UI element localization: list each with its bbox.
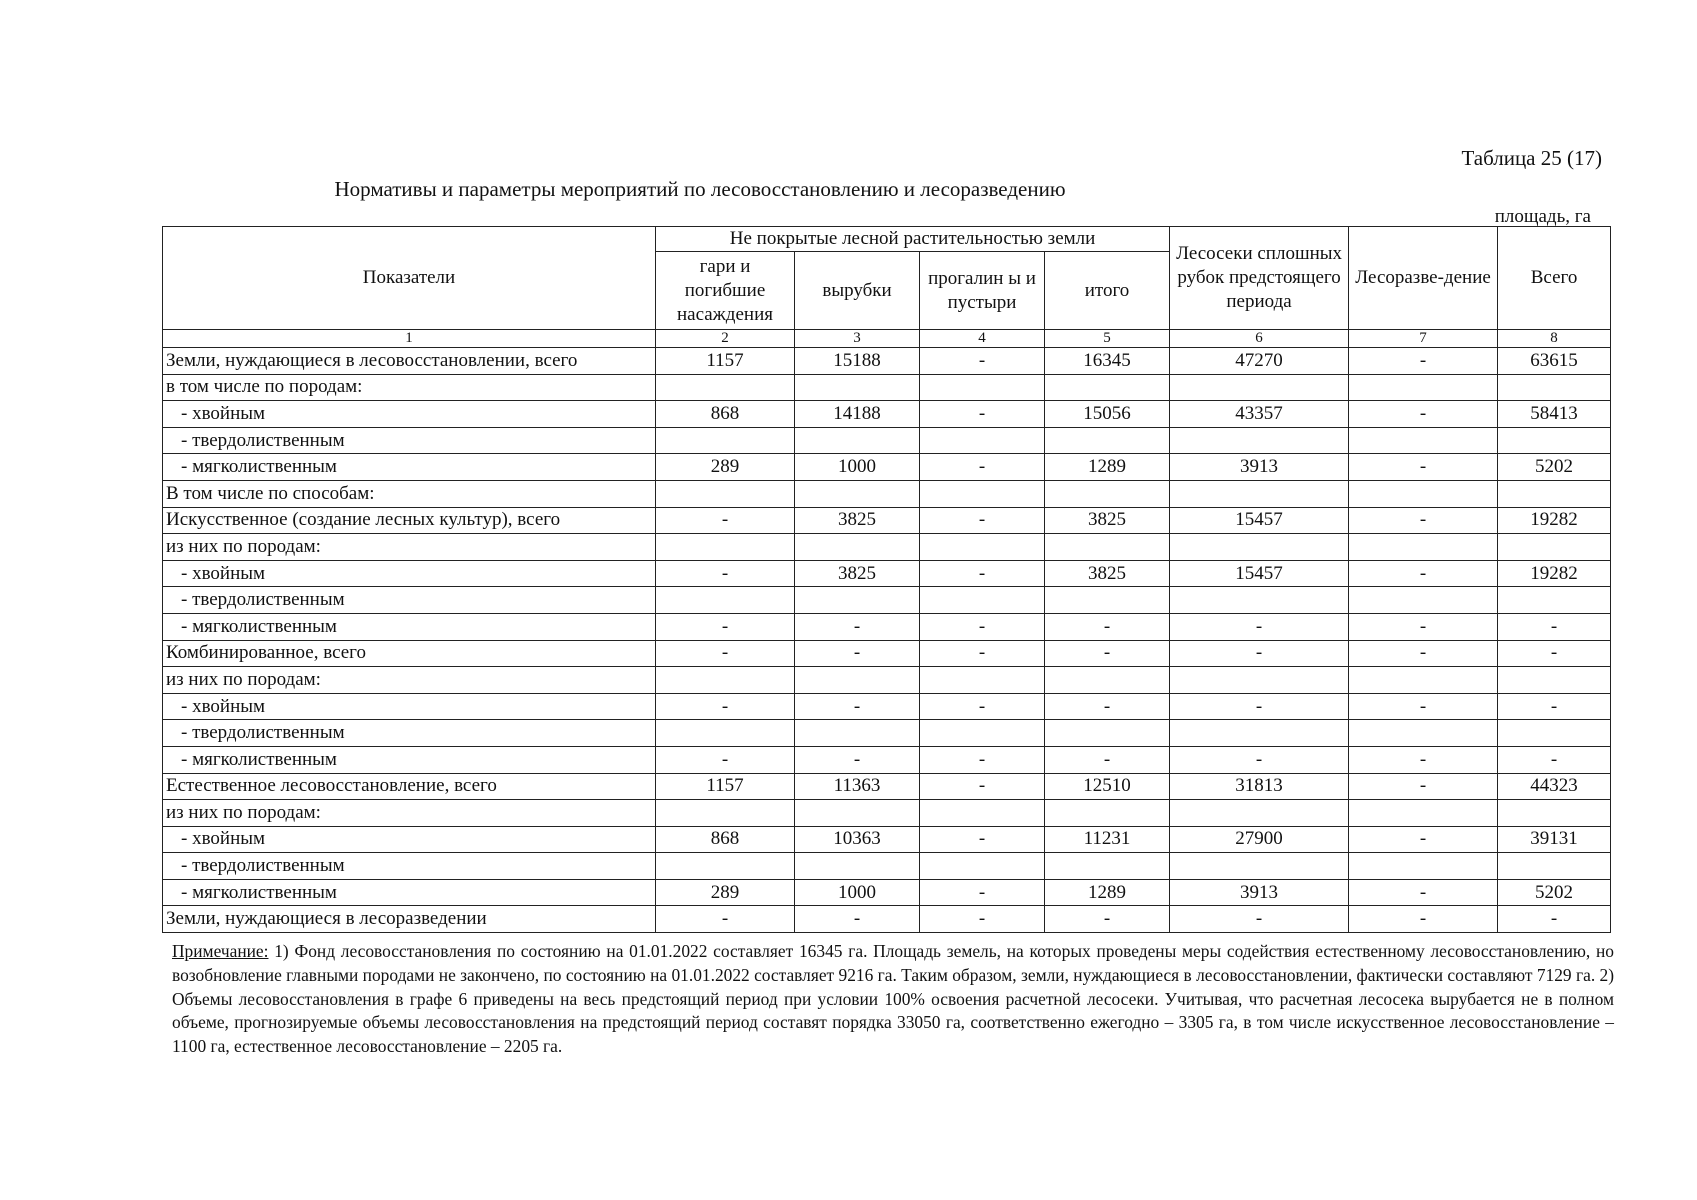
table-cell: -: [1349, 454, 1498, 481]
table-cell: -: [656, 613, 795, 640]
row-label: Искусственное (создание лесных культур), всего: [163, 507, 656, 534]
table-cell: [1498, 374, 1611, 401]
table-cell: [795, 480, 920, 507]
table-row: [163, 507, 1611, 534]
table-cell: [656, 853, 795, 880]
table-cell: 16345: [1045, 348, 1170, 375]
units-label: площадь, га: [1494, 206, 1591, 227]
table-cell: -: [920, 879, 1045, 906]
table-cell: -: [1349, 401, 1498, 428]
row-label: - хвойным: [163, 401, 656, 428]
table-cell: -: [1045, 746, 1170, 773]
table-cell: -: [1349, 507, 1498, 534]
table-cell: -: [656, 693, 795, 720]
table-cell: 3913: [1170, 454, 1349, 481]
table-cell: -: [1498, 693, 1611, 720]
header-glades-wastelands: прогалин ы и пустыри: [920, 252, 1045, 330]
table-cell: [1045, 480, 1170, 507]
table-cell: [795, 534, 920, 561]
table-cell: -: [656, 507, 795, 534]
table-cell: -: [920, 906, 1045, 933]
table-cell: [795, 587, 920, 614]
table-row: [163, 480, 1611, 507]
table-cell: [656, 427, 795, 454]
row-label: из них по породам:: [163, 534, 656, 561]
table-cell: [1498, 587, 1611, 614]
table-cell: -: [656, 640, 795, 667]
table-cell: [1349, 720, 1498, 747]
table-cell: -: [1498, 746, 1611, 773]
table-cell: -: [920, 826, 1045, 853]
table-cell: 19282: [1498, 507, 1611, 534]
table-cell: [920, 480, 1045, 507]
table-cell: 19282: [1498, 560, 1611, 587]
table-cell: 3825: [1045, 560, 1170, 587]
table-cell: 3825: [1045, 507, 1170, 534]
row-label: - мягколиственным: [163, 746, 656, 773]
row-label: - хвойным: [163, 693, 656, 720]
table-cell: [656, 800, 795, 827]
table-cell: -: [1170, 613, 1349, 640]
row-label: - мягколиственным: [163, 454, 656, 481]
table-cell: 15457: [1170, 507, 1349, 534]
row-label: - хвойным: [163, 560, 656, 587]
table-cell: [656, 587, 795, 614]
table-row: [163, 879, 1611, 906]
table-cell: -: [1349, 773, 1498, 800]
table-cell: 12510: [1045, 773, 1170, 800]
forest-restoration-table: [162, 226, 1611, 933]
table-row: [163, 534, 1611, 561]
table-cell: [1045, 587, 1170, 614]
table-cell: [1045, 800, 1170, 827]
table-cell: 44323: [1498, 773, 1611, 800]
table-row: [163, 693, 1611, 720]
table-row: [163, 746, 1611, 773]
table-cell: -: [656, 560, 795, 587]
table-cell: [1170, 587, 1349, 614]
table-cell: -: [795, 613, 920, 640]
row-label: - твердолиственным: [163, 720, 656, 747]
table-cell: [1498, 427, 1611, 454]
row-label: из них по породам:: [163, 667, 656, 694]
table-cell: -: [1349, 693, 1498, 720]
table-cell: -: [1170, 693, 1349, 720]
table-cell: 10363: [795, 826, 920, 853]
table-cell: [920, 853, 1045, 880]
table-cell: -: [920, 560, 1045, 587]
row-label: Земли, нуждающиеся в лесовосстановлении, всего: [163, 348, 656, 375]
table-cell: [1349, 587, 1498, 614]
header-clearings: вырубки: [795, 252, 920, 330]
table-cell: [1498, 667, 1611, 694]
header-burnt-dead-stands: гари и погибшие насаждения: [656, 252, 795, 330]
table-cell: 1157: [656, 773, 795, 800]
table-cell: 5202: [1498, 454, 1611, 481]
table-cell: -: [920, 401, 1045, 428]
table-cell: [795, 800, 920, 827]
table-cell: [795, 374, 920, 401]
column-number: 5: [1045, 330, 1170, 348]
table-cell: [1498, 720, 1611, 747]
table-cell: [1349, 853, 1498, 880]
table-cell: 1289: [1045, 879, 1170, 906]
table-cell: -: [920, 348, 1045, 375]
table-cell: 39131: [1498, 826, 1611, 853]
row-label: Земли, нуждающиеся в лесоразведении: [163, 906, 656, 933]
table-cell: 63615: [1498, 348, 1611, 375]
table-cell: [1349, 800, 1498, 827]
table-cell: [920, 720, 1045, 747]
table-cell: [1498, 534, 1611, 561]
table-cell: [1349, 427, 1498, 454]
table-cell: -: [795, 746, 920, 773]
table-cell: -: [1349, 348, 1498, 375]
row-label: - твердолиственным: [163, 427, 656, 454]
table-row: [163, 560, 1611, 587]
table-cell: [920, 667, 1045, 694]
table-cell: [1498, 800, 1611, 827]
table-cell: [1170, 534, 1349, 561]
table-row: [163, 640, 1611, 667]
table-cell: 11231: [1045, 826, 1170, 853]
table-row: [163, 587, 1611, 614]
table-number-label: Таблица 25 (17): [1461, 146, 1602, 170]
table-cell: [1045, 853, 1170, 880]
table-cell: 289: [656, 879, 795, 906]
table-cell: [1170, 480, 1349, 507]
table-row: [163, 427, 1611, 454]
column-number: 7: [1349, 330, 1498, 348]
footnote: [172, 940, 1614, 1059]
column-number: 6: [1170, 330, 1349, 348]
table-row: [163, 800, 1611, 827]
table-cell: 868: [656, 826, 795, 853]
table-cell: 31813: [1170, 773, 1349, 800]
table-cell: [920, 374, 1045, 401]
table-cell: [920, 587, 1045, 614]
table-cell: -: [1498, 906, 1611, 933]
header-indicators: Показатели: [163, 227, 656, 330]
table-cell: [1498, 480, 1611, 507]
table-row: [163, 667, 1611, 694]
table-cell: [920, 800, 1045, 827]
table-row: [163, 374, 1611, 401]
table-cell: -: [1498, 640, 1611, 667]
table-cell: -: [656, 746, 795, 773]
table-cell: -: [1349, 640, 1498, 667]
table-row: [163, 826, 1611, 853]
row-label: - твердолиственным: [163, 853, 656, 880]
header-uncovered-lands: Не покрытые лесной растительностью земли: [656, 227, 1170, 252]
row-label: Естественное лесовосстановление, всего: [163, 773, 656, 800]
table-cell: [920, 534, 1045, 561]
table-cell: -: [1045, 640, 1170, 667]
table-cell: 11363: [795, 773, 920, 800]
table-cell: [1170, 853, 1349, 880]
table-row: [163, 720, 1611, 747]
row-label: В том числе по способам:: [163, 480, 656, 507]
table-cell: [795, 667, 920, 694]
table-cell: [1170, 374, 1349, 401]
table-row: [163, 906, 1611, 933]
table-cell: [1045, 374, 1170, 401]
table-cell: 1000: [795, 454, 920, 481]
table-cell: -: [1349, 746, 1498, 773]
table-cell: [1170, 667, 1349, 694]
table-cell: [656, 667, 795, 694]
column-number: 8: [1498, 330, 1611, 348]
table-cell: 14188: [795, 401, 920, 428]
header-afforestation: Лесоразве-дение: [1349, 227, 1498, 330]
row-label: в том числе по породам:: [163, 374, 656, 401]
table-cell: -: [795, 906, 920, 933]
column-number: 3: [795, 330, 920, 348]
table-cell: [1170, 800, 1349, 827]
table-cell: -: [795, 640, 920, 667]
table-cell: [795, 720, 920, 747]
table-cell: -: [795, 693, 920, 720]
table-cell: 3825: [795, 507, 920, 534]
table-cell: 1157: [656, 348, 795, 375]
table-cell: [1498, 853, 1611, 880]
table-cell: -: [1170, 906, 1349, 933]
table-row: [163, 853, 1611, 880]
table-cell: 3913: [1170, 879, 1349, 906]
table-cell: [795, 427, 920, 454]
table-cell: -: [1349, 879, 1498, 906]
table-cell: -: [1045, 613, 1170, 640]
table-cell: 289: [656, 454, 795, 481]
table-cell: [1349, 374, 1498, 401]
table-cell: -: [1498, 613, 1611, 640]
row-label: - хвойным: [163, 826, 656, 853]
header-subtotal: итого: [1045, 252, 1170, 330]
table-cell: -: [920, 613, 1045, 640]
table-cell: 15188: [795, 348, 920, 375]
table-cell: -: [920, 507, 1045, 534]
table-cell: -: [1170, 640, 1349, 667]
table-row: [163, 454, 1611, 481]
table-cell: [1349, 667, 1498, 694]
table-cell: 1289: [1045, 454, 1170, 481]
table-cell: 43357: [1170, 401, 1349, 428]
table-cell: -: [920, 640, 1045, 667]
page-title: Нормативы и параметры мероприятий по лесовосстановлению и лесоразведению: [334, 177, 1066, 201]
row-label: - мягколиственным: [163, 613, 656, 640]
table-cell: [656, 480, 795, 507]
column-number: 2: [656, 330, 795, 348]
table-cell: 58413: [1498, 401, 1611, 428]
table-cell: -: [920, 746, 1045, 773]
table-cell: -: [1349, 560, 1498, 587]
table-cell: -: [920, 454, 1045, 481]
table-cell: [1349, 480, 1498, 507]
table-cell: [656, 720, 795, 747]
table-cell: -: [1045, 906, 1170, 933]
table-cell: [656, 374, 795, 401]
table-cell: -: [1349, 826, 1498, 853]
table-cell: 27900: [1170, 826, 1349, 853]
table-cell: 5202: [1498, 879, 1611, 906]
row-label: - мягколиственным: [163, 879, 656, 906]
table-cell: [656, 534, 795, 561]
table-cell: 15457: [1170, 560, 1349, 587]
column-number: 4: [920, 330, 1045, 348]
table-cell: -: [920, 693, 1045, 720]
table-cell: 15056: [1045, 401, 1170, 428]
table-cell: -: [1349, 613, 1498, 640]
row-label: из них по породам:: [163, 800, 656, 827]
header-total: Всего: [1498, 227, 1611, 330]
table-cell: [1045, 534, 1170, 561]
table-cell: 3825: [795, 560, 920, 587]
table-cell: -: [920, 773, 1045, 800]
table-row: [163, 401, 1611, 428]
table-cell: -: [1170, 746, 1349, 773]
table-cell: 868: [656, 401, 795, 428]
table-cell: -: [1045, 693, 1170, 720]
table-cell: -: [656, 906, 795, 933]
footnote-text: 1) Фонд лесовосстановления по состоянию на 01.01.2022 составляет 16345 га. Площадь земель, на которых проведены меры содействия естественному лесовосстановлению, но возобновление главными породами не закончено, по состоянию на 01.01.2022 составляет 9216 га. Таким образом, земли, нуждающиеся в лесовосстановлении, фактически составляют 7129 га. 2) Объемы лесовосстановления в графе 6 приведены на весь предстоящий период при условии 100% освоения расчетной лесосеки. Учитывая, что расчетная лесосека вырубается не в полном объеме, прогнозируемые объемы лесовосстановления на предстоящий период составят порядка 33050 га, соответственно ежегодно – 3305 га, в том числе искусственное лесовосстановление – 1100 га, естественное лесовосстановление – 2205 га.: [172, 941, 1614, 1057]
table-cell: [1045, 667, 1170, 694]
table-cell: [920, 427, 1045, 454]
row-label: Комбинированное, всего: [163, 640, 656, 667]
row-label: - твердолиственным: [163, 587, 656, 614]
table-cell: [1045, 427, 1170, 454]
header-clearcut-plots: Лесосеки сплошных рубок предстоящего периода: [1170, 227, 1349, 330]
table-row: [163, 613, 1611, 640]
table-cell: 1000: [795, 879, 920, 906]
column-number: 1: [163, 330, 656, 348]
table-cell: [795, 853, 920, 880]
table-row: [163, 348, 1611, 375]
table-cell: -: [1349, 906, 1498, 933]
table-cell: [1045, 720, 1170, 747]
table-row: [163, 773, 1611, 800]
table-cell: [1349, 534, 1498, 561]
table-cell: [1170, 720, 1349, 747]
table-cell: 47270: [1170, 348, 1349, 375]
table-cell: [1170, 427, 1349, 454]
footnote-head: Примечание:: [172, 941, 269, 961]
